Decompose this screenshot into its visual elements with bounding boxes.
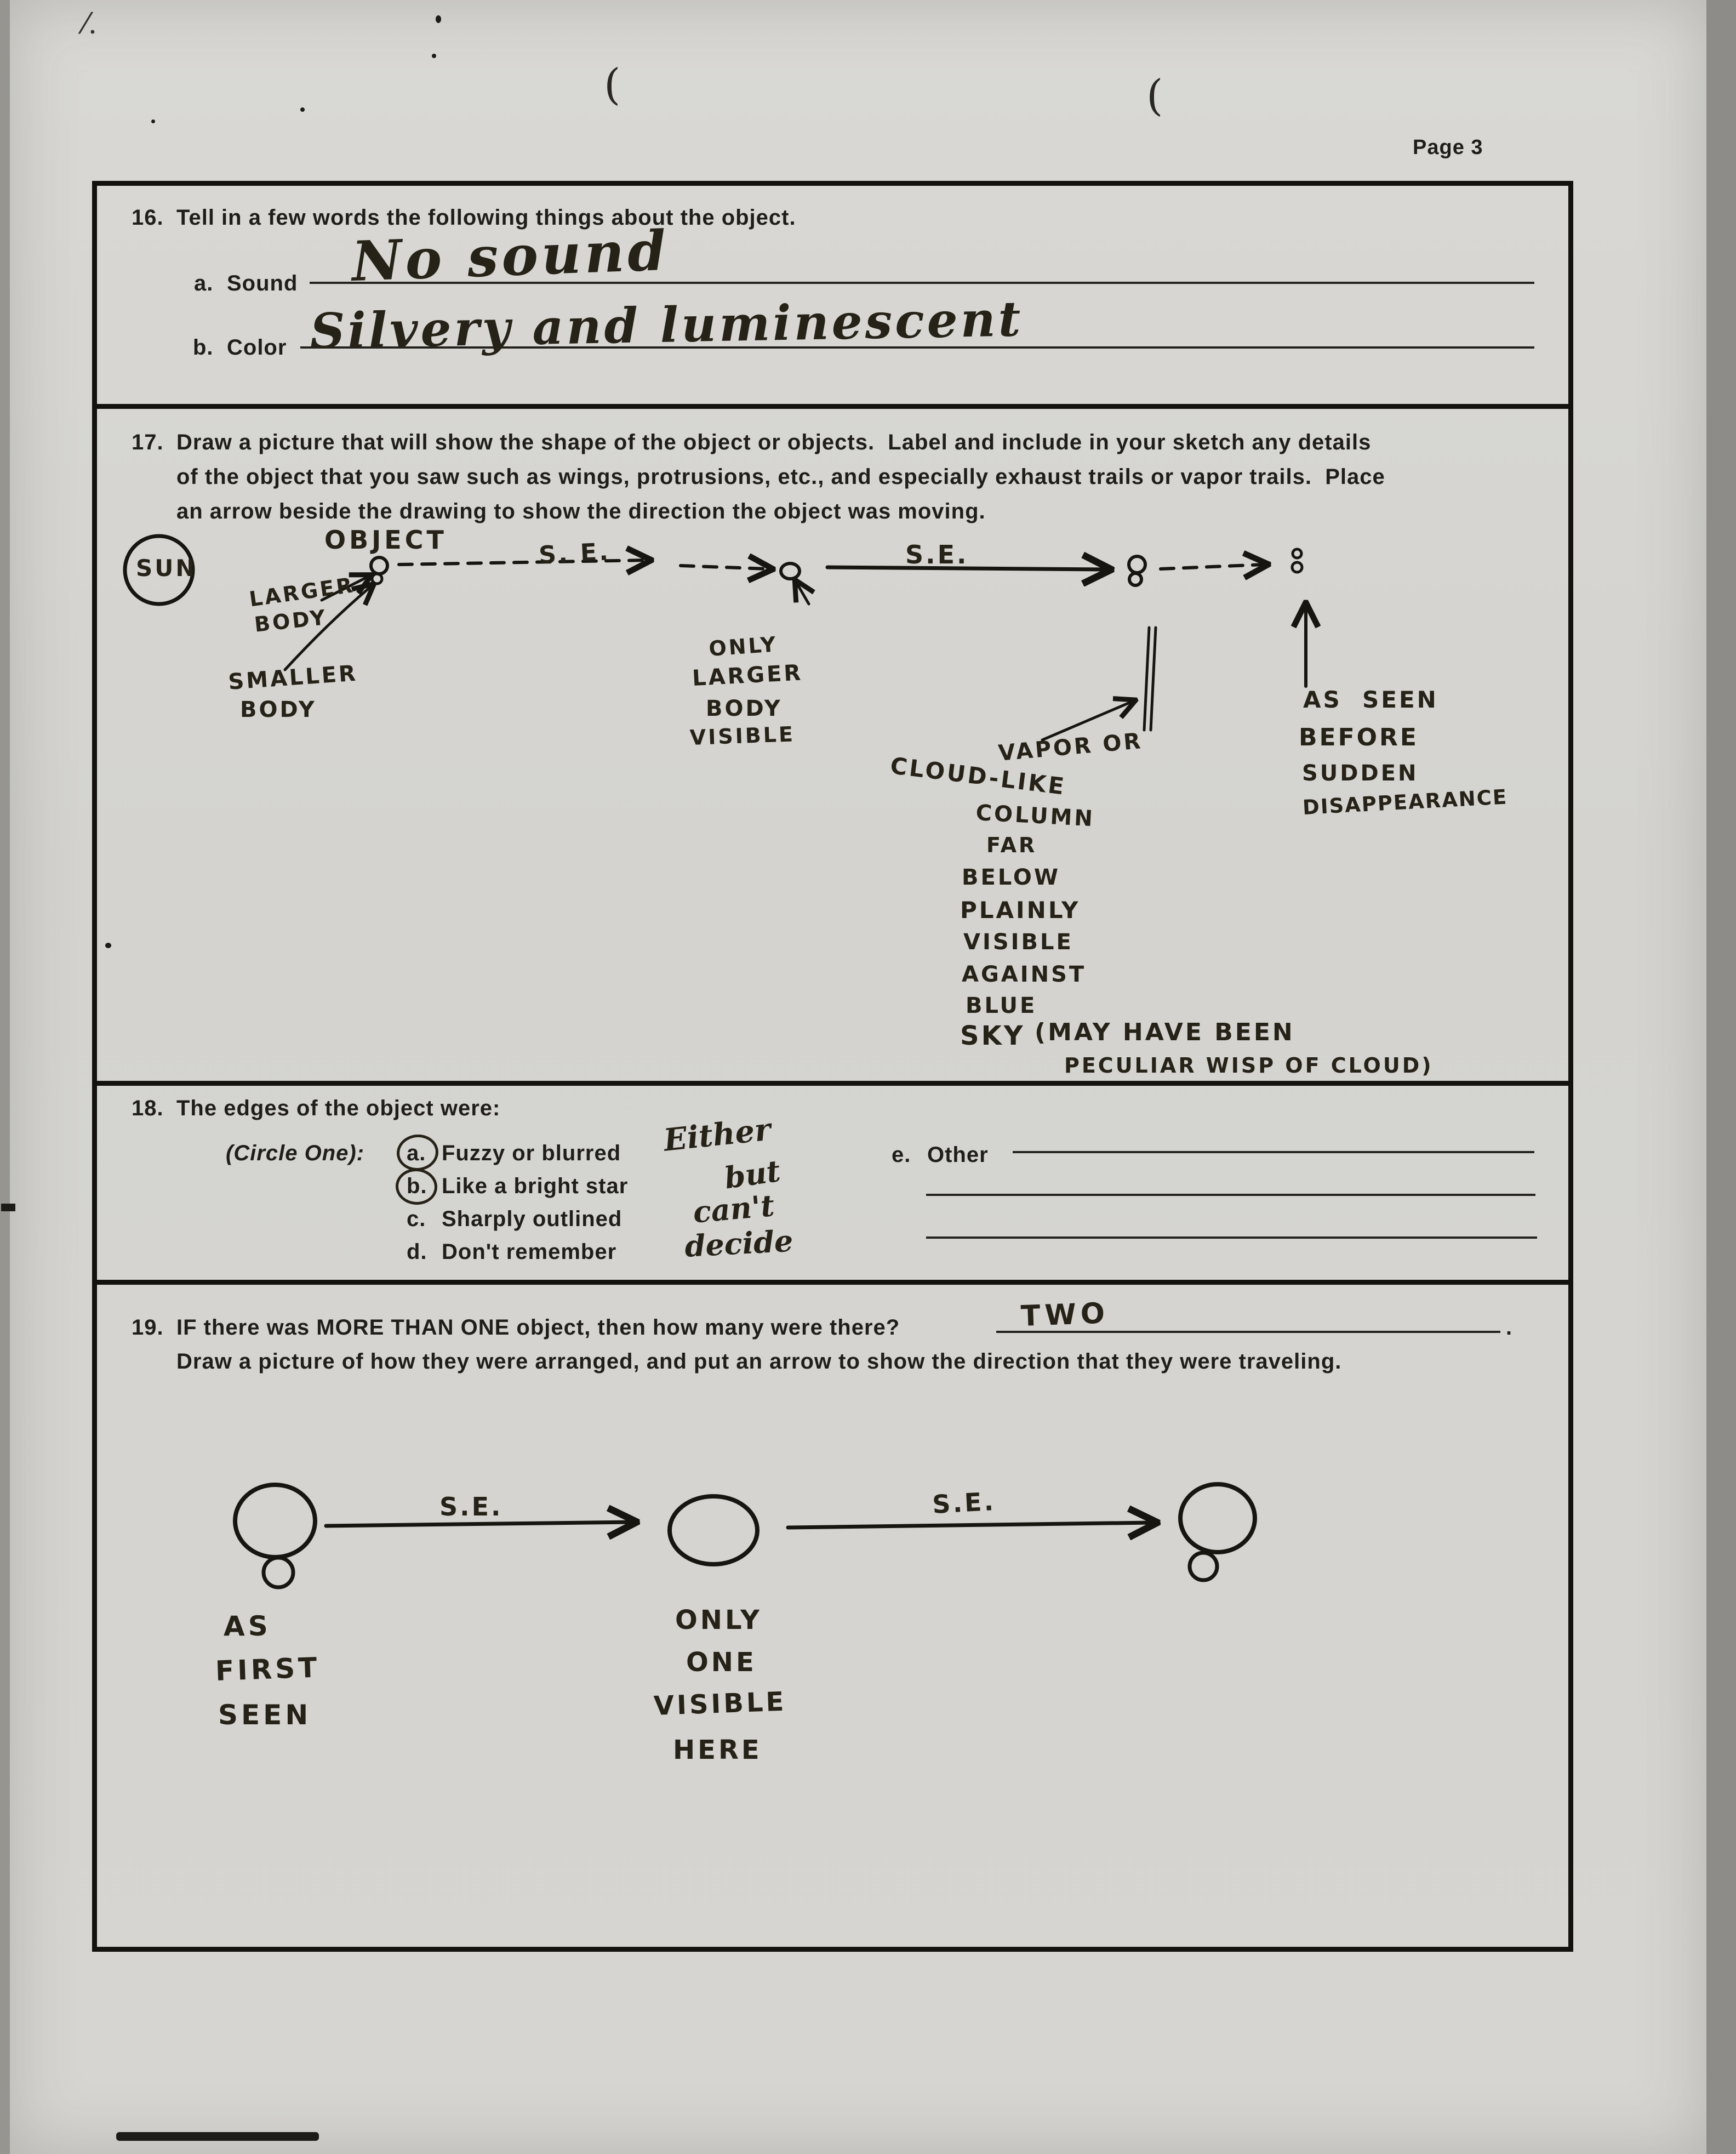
only-one-visible-caption: HERE xyxy=(673,1735,762,1765)
larger-body-label: BODY xyxy=(253,605,329,637)
disappearance-note: SUDDEN xyxy=(1302,761,1419,786)
q18-option-label: Sharply outlined xyxy=(442,1207,623,1231)
column-note: VISIBLE xyxy=(963,930,1073,955)
q16b-letter: b. xyxy=(193,335,214,360)
q19-answer-line xyxy=(996,1331,1500,1333)
column-note: COLUMN xyxy=(975,800,1095,832)
q18e-line xyxy=(926,1236,1537,1239)
scan-mark: ⁄. xyxy=(83,8,98,41)
column-note: AGAINST xyxy=(962,962,1087,987)
q18e-line xyxy=(926,1194,1535,1196)
as-first-seen-caption: AS xyxy=(224,1610,271,1642)
q16a-letter: a. xyxy=(194,271,214,295)
vapor-label: VAPOR OR xyxy=(997,728,1144,766)
q19-prompt1-period: . xyxy=(1506,1315,1513,1340)
scan-smudge xyxy=(116,2132,319,2141)
q16a-label: Sound xyxy=(227,271,298,295)
scan-mark-paren: ( xyxy=(1146,71,1163,121)
column-note: BLUE xyxy=(966,993,1037,1018)
as-first-seen-caption: SEEN xyxy=(218,1699,312,1731)
q19-number: 19. xyxy=(132,1315,164,1340)
q17-prompt-line2: of the object that you saw such as wings, protrusions, etc., and especially exhaust trails or vapor trails. Place xyxy=(176,465,1385,489)
object-label: OBJECT xyxy=(324,525,447,555)
q17-prompt-line1: Draw a picture that will show the shape of the object or objects. Label and include in your sketch any details xyxy=(176,430,1372,454)
q18-handwritten-note: but xyxy=(722,1153,783,1196)
section-divider xyxy=(92,404,1573,409)
column-note: SKY xyxy=(960,1021,1025,1051)
q17-number: 17. xyxy=(132,430,164,454)
smaller-body-label: BODY xyxy=(240,697,317,722)
disappearance-note: BEFORE xyxy=(1299,723,1419,751)
only-larger-visible-label: ONLY xyxy=(708,632,779,661)
q18-handwritten-note: decide xyxy=(684,1223,794,1264)
q19-prompt2: Draw a picture of how they were arranged, and put an arrow to show the direction that they were traveling. xyxy=(176,1349,1342,1374)
q18-option-letter: c. xyxy=(407,1207,426,1231)
scan-speck xyxy=(436,15,441,23)
q16-prompt: Tell in a few words the following things about the object. xyxy=(176,206,796,230)
direction-label-se1: S. E. xyxy=(538,538,611,569)
q19-prompt1: IF there was MORE THAN ONE object, then how many were there? xyxy=(176,1315,900,1340)
q18e-label: Other xyxy=(927,1143,989,1167)
only-larger-visible-label: VISIBLE xyxy=(689,722,796,750)
only-one-visible-caption: ONE xyxy=(686,1647,757,1678)
section-divider xyxy=(92,1280,1573,1285)
page-number: Page 3 xyxy=(1413,136,1483,159)
q18-option-letter: a. xyxy=(407,1141,426,1165)
q16b-label: Color xyxy=(227,335,287,360)
sun-label: SUN xyxy=(136,555,197,582)
disappearance-note: DISAPPEARANCE xyxy=(1302,785,1509,819)
only-larger-visible-label: LARGER xyxy=(692,660,804,691)
scan-speck xyxy=(432,54,436,58)
q18-option-letter: b. xyxy=(407,1174,427,1198)
q16b-answer-handwriting: Silvery and luminescent xyxy=(310,290,1024,360)
q18-prompt: The edges of the object were: xyxy=(176,1096,501,1120)
scan-mark-paren: ( xyxy=(604,60,621,110)
q19-direction-label-se1: S.E. xyxy=(439,1492,503,1522)
direction-label-se2: S.E. xyxy=(905,540,969,569)
column-note: FAR xyxy=(986,833,1037,857)
scan-speck xyxy=(300,107,305,112)
q18-handwritten-note: can't xyxy=(692,1188,776,1230)
q16a-answer-handwriting: No sound xyxy=(351,218,671,294)
column-note: BELOW xyxy=(962,865,1060,890)
cloud-like-label: CLOUD-LIKE xyxy=(889,752,1068,800)
column-note: (MAY HAVE BEEN xyxy=(1035,1018,1295,1046)
disappearance-note: AS SEEN xyxy=(1303,686,1438,713)
q18-option-label: Fuzzy or blurred xyxy=(442,1141,621,1165)
only-one-visible-caption: VISIBLE xyxy=(653,1686,787,1722)
larger-body-label: LARGER xyxy=(248,573,356,612)
q18-option-label: Don't remember xyxy=(442,1240,617,1264)
column-note: PLAINLY xyxy=(960,897,1081,924)
q18e-letter: e. xyxy=(892,1143,911,1167)
scan-edge-mark xyxy=(1,1204,15,1211)
smaller-body-label: SMALLER xyxy=(227,660,359,695)
only-one-visible-caption: ONLY xyxy=(675,1605,762,1636)
q19-sketch-drawing xyxy=(99,1458,1567,1820)
as-first-seen-caption: FIRST xyxy=(215,1651,321,1687)
q18-handwritten-note: Either xyxy=(662,1111,773,1159)
q19-answer-handwriting: TWO xyxy=(1020,1297,1110,1333)
q18-number: 18. xyxy=(132,1096,164,1120)
q18e-line xyxy=(1013,1151,1534,1153)
scan-edge-shadow xyxy=(1706,0,1736,2154)
column-note: PECULIAR WISP OF CLOUD) xyxy=(1064,1053,1434,1078)
q17-prompt-line3: an arrow beside the drawing to show the direction the object was moving. xyxy=(176,499,986,523)
q19-direction-label-se2: S.E. xyxy=(932,1486,997,1519)
q16-number: 16. xyxy=(132,206,164,230)
q18-option-letter: d. xyxy=(407,1240,427,1264)
q18-circle-one-label: (Circle One): xyxy=(226,1141,365,1165)
only-larger-visible-label: BODY xyxy=(706,696,783,721)
scan-speck xyxy=(151,119,155,123)
q18-option-label: Like a bright star xyxy=(442,1174,629,1198)
